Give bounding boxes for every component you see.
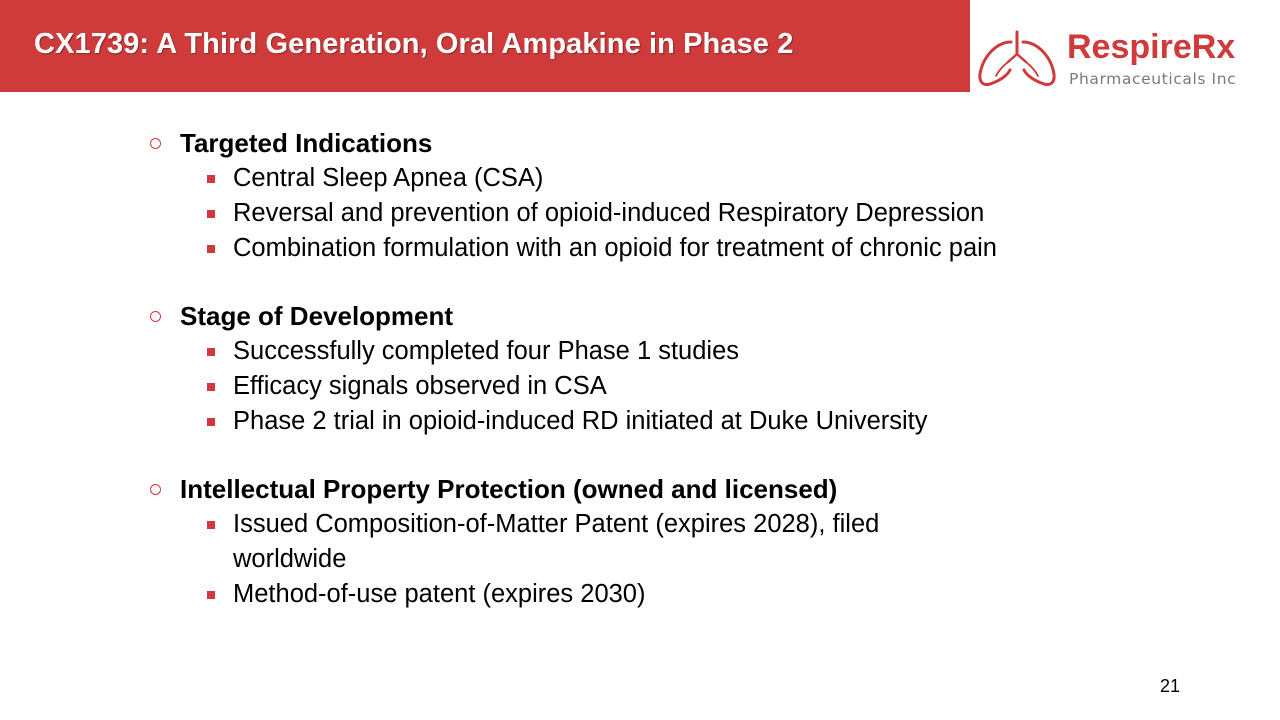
title-bar xyxy=(0,0,970,92)
list-item-text: Combination formulation with an opioid for treatment of chronic pain xyxy=(233,234,997,262)
list-item xyxy=(148,231,1148,266)
bullet-list xyxy=(148,334,1148,439)
section-heading xyxy=(148,126,1148,161)
list-item-text: Issued Composition-of-Matter Patent (expires 2028), filed worldwide xyxy=(233,510,880,573)
bullet-list xyxy=(148,161,1148,266)
square-bullet-icon xyxy=(207,210,215,218)
circle-bullet-icon xyxy=(150,311,161,322)
list-item-text: Reversal and prevention of opioid-induced Respiratory Depression xyxy=(233,199,985,227)
lungs-logo-icon xyxy=(975,30,1059,90)
list-item-text: Central Sleep Apnea (CSA) xyxy=(233,164,544,192)
section-heading xyxy=(148,472,1148,507)
square-bullet-icon xyxy=(207,175,215,183)
list-item-text: Method-of-use patent (expires 2030) xyxy=(233,580,646,608)
section-targeted-indications xyxy=(148,126,1148,266)
section-intellectual-property xyxy=(148,472,1148,612)
slide-title: CX1739: A Third Generation, Oral Ampakine in Phase 2 xyxy=(34,28,794,60)
circle-bullet-icon xyxy=(150,484,161,495)
list-item-text: Efficacy signals observed in CSA xyxy=(233,372,607,400)
square-bullet-icon xyxy=(207,591,215,599)
section-heading-text: Targeted Indications xyxy=(180,128,433,158)
list-item xyxy=(148,369,1148,404)
list-item xyxy=(148,507,1148,577)
section-heading-text: Intellectual Property Protection (owned and licensed) xyxy=(180,474,838,504)
bullet-list xyxy=(148,507,1148,612)
page-number: 21 xyxy=(1159,676,1181,696)
section-heading xyxy=(148,299,1148,334)
list-item xyxy=(148,404,1148,439)
square-bullet-icon xyxy=(207,348,215,356)
square-bullet-icon xyxy=(207,245,215,253)
square-bullet-icon xyxy=(207,521,215,529)
logo-wordmark: RespireRx xyxy=(1067,28,1236,66)
list-item-text: Successfully completed four Phase 1 studies xyxy=(233,337,740,365)
slide-content xyxy=(148,126,1148,645)
square-bullet-icon xyxy=(207,418,215,426)
circle-bullet-icon xyxy=(150,138,161,149)
list-item xyxy=(148,577,1148,612)
company-logo xyxy=(975,26,1270,92)
list-item xyxy=(148,334,1148,369)
section-stage-of-development xyxy=(148,299,1148,439)
section-heading-text: Stage of Development xyxy=(180,301,454,331)
square-bullet-icon xyxy=(207,383,215,391)
list-item xyxy=(148,161,1148,196)
logo-subtitle: Pharmaceuticals Inc xyxy=(1069,70,1237,88)
list-item-text: Phase 2 trial in opioid-induced RD initiated at Duke University xyxy=(233,407,928,435)
list-item xyxy=(148,196,1148,231)
